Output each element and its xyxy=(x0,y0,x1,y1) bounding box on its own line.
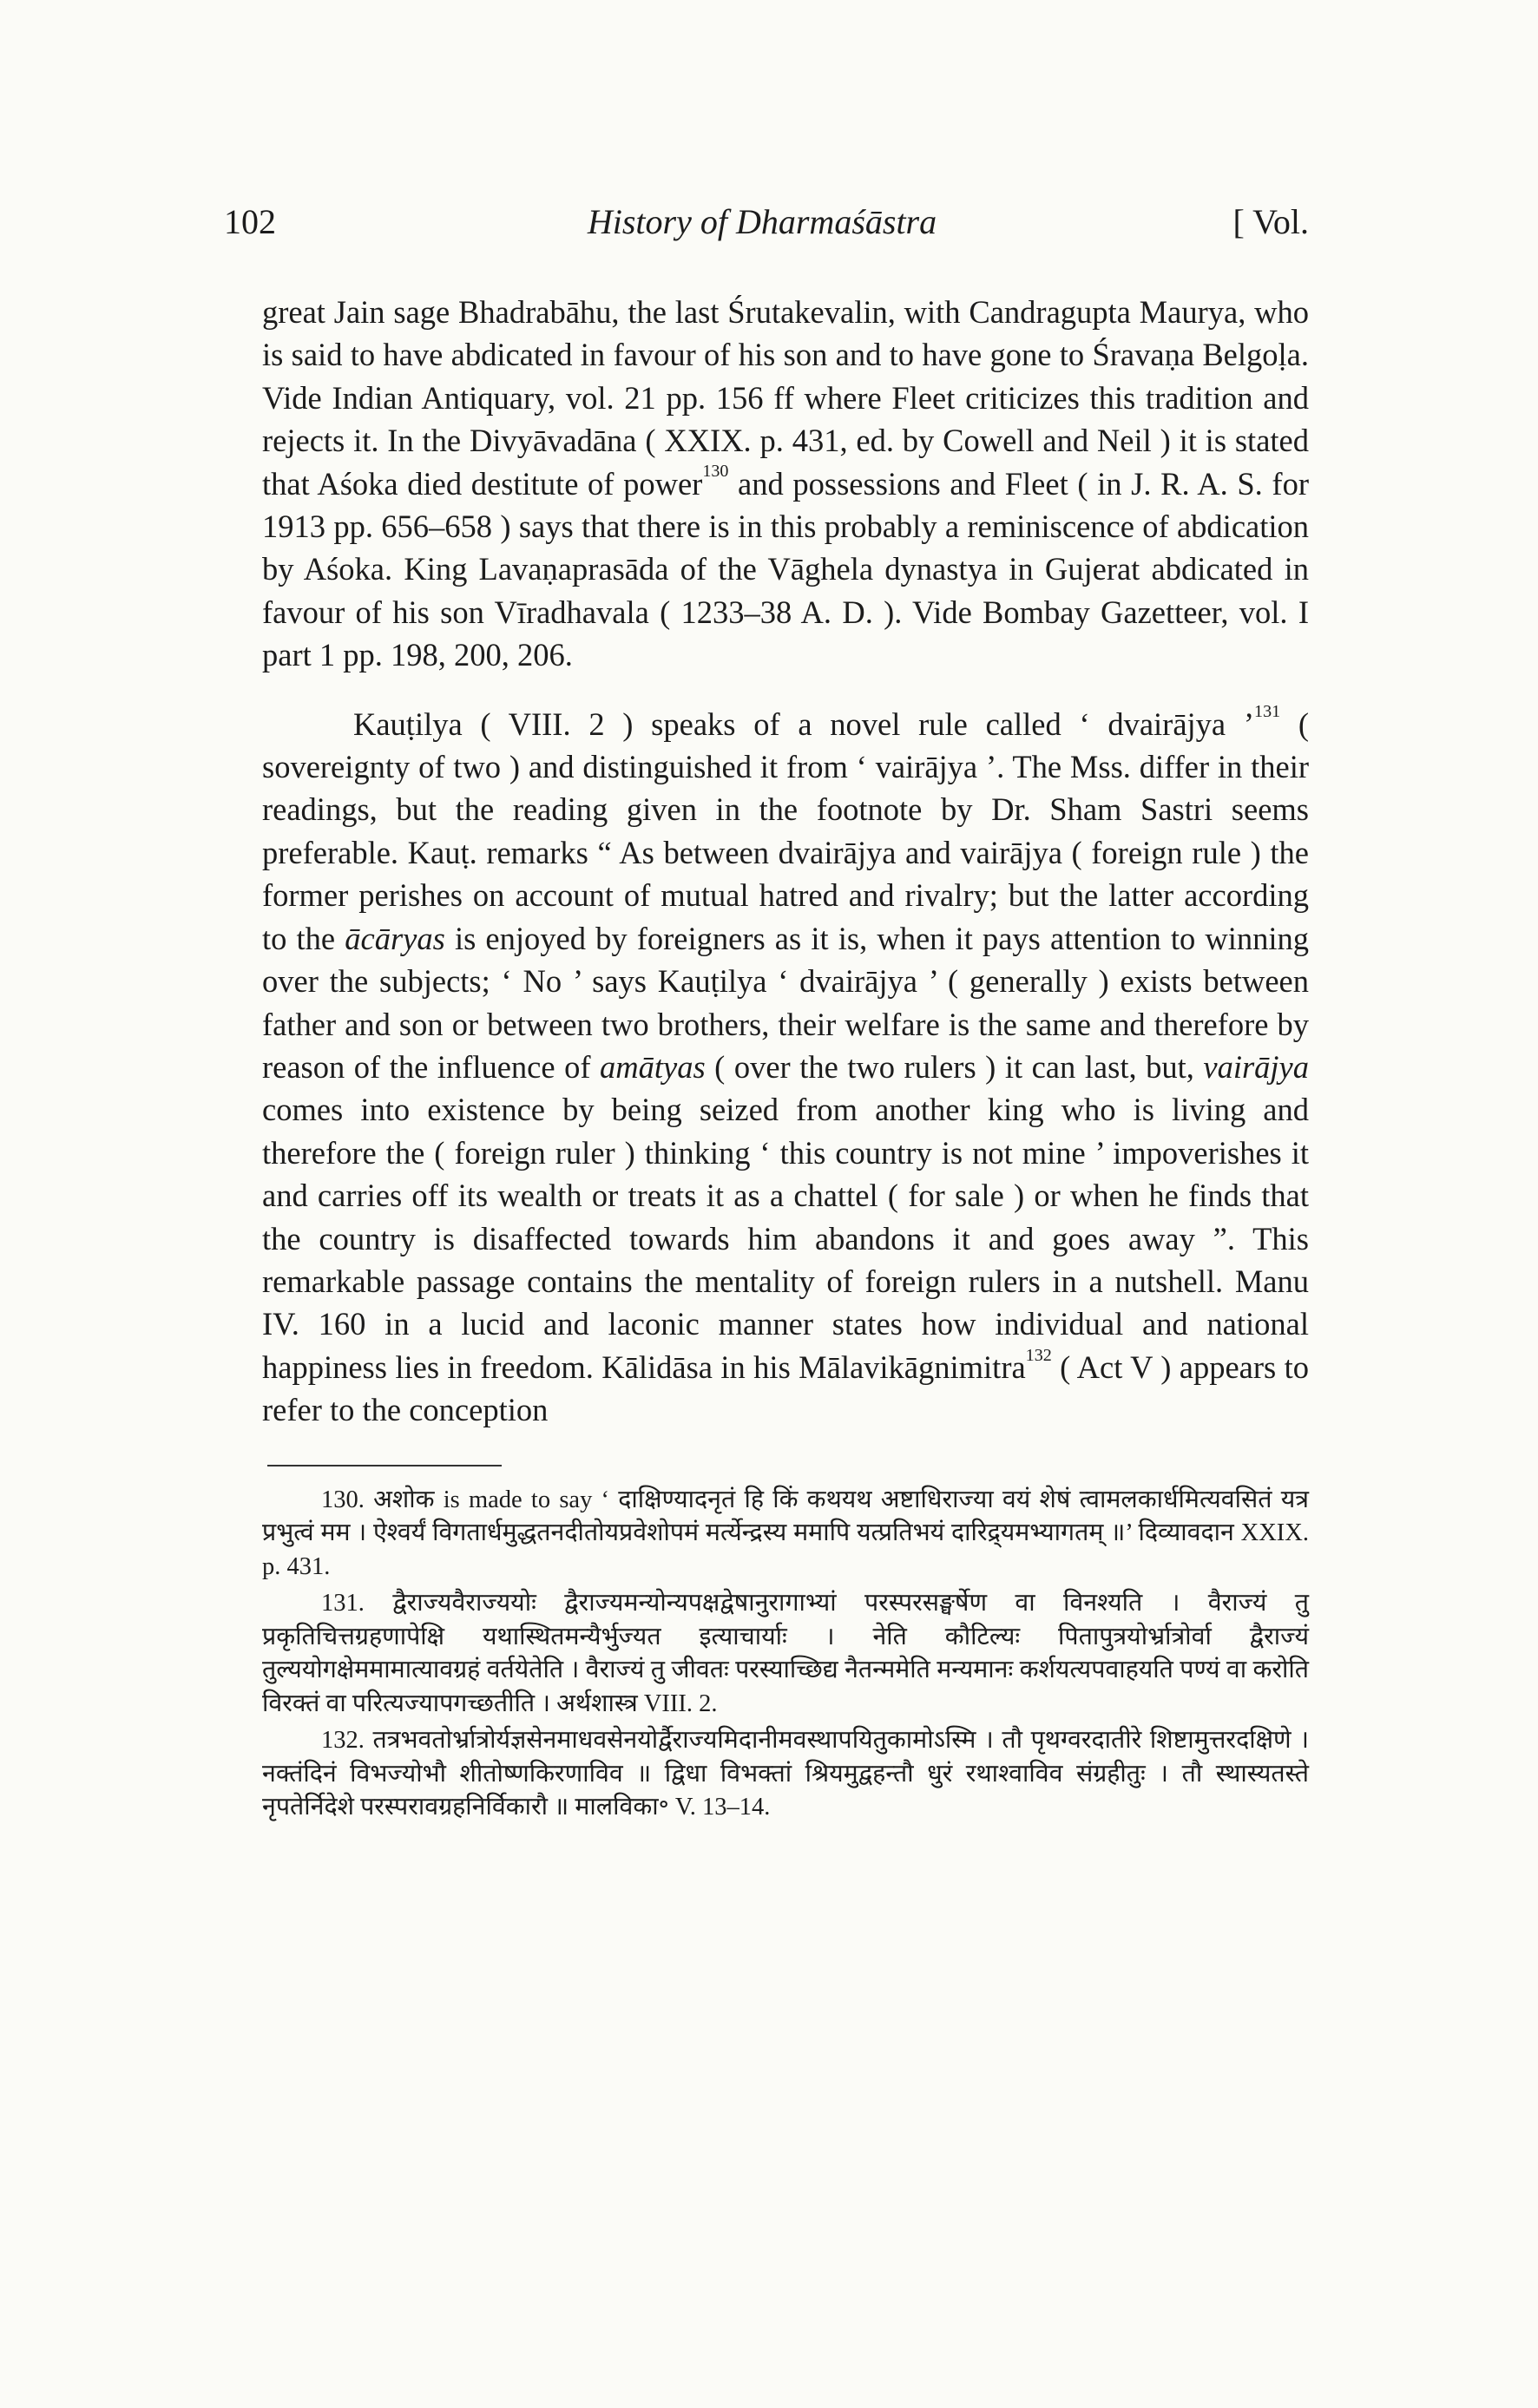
running-header xyxy=(224,201,1309,253)
footnote-ref-132: 132 xyxy=(1025,1345,1052,1365)
footnote-divider xyxy=(267,1465,502,1466)
paragraph-text: ( sovereignty of two ) and distinguished it from ‘ vairājya ’. The Mss. differ in their readings, but the reading given in the footnote by Dr. Sham Sastri seems preferable. Kauṭ. remarks “ As between dvairājya and vairājya ( foreign rule ) the former perishes on account of mutual hatred and rivalry; but the latter according to the xyxy=(262,705,1310,956)
paragraph-abdication xyxy=(262,291,1309,677)
paragraph-text: and possessions and Fleet ( in J. R. A. S. for 1913 pp. 656–658 ) says that there is in this probably a reminiscence of abdication by Aśoka. King Lavaṇaprasāda of the Vāghela dynastya in Gujerat abdicated in favour of his son Vīradhavala ( 1233–38 A. D. ). Vide Bombay Gazetteer, vol. I part 1 pp. 198, 200, 206. xyxy=(262,465,1309,673)
paragraph-text: ( Act V ) appears to refer to the conception xyxy=(262,1348,1309,1428)
footnote-130 xyxy=(262,1484,1309,1585)
running-title: History of Dharmaśāstra xyxy=(587,202,937,241)
italic-term: ācāryas xyxy=(345,920,445,956)
footnote-text: तत्रभवतोर्भ्रात्रोर्यज्ञसेनमाधवसेनयोर्द्वैराज्यमिदानीमवस्थापयितुकामोऽस्मि । तौ पृथग्वरदातीरे शिष्टामुत्तरदक्षिणे । नक्तंदिनं विभज्योभौ शीतोष्णकिरणाविव ॥ द्विधा विभक्तां श्रियमुद्वहन्तौ धुरं रथाश्वाविव संग्रहीतुः । तौ स्थास्यतस्ते नृपतेर्निदेशे परस्परावग्रहनिर्विकारौ ॥ मालविका॰ V. 13–14. xyxy=(262,1727,1310,1821)
paragraph-text: great Jain sage Bhadrabāhu, the last Śrutakevalin, with Candragupta Maurya, who is said to have abdicated in favour of his son and to have gone to Śravaṇa Belgoḷa. Vide Indian Antiquary, vol. 21 pp. 156 ff where Fleet criticizes this tradition and rejects it. In the Divyāvadāna ( XXIX. p. 431, ed. by Cowell and Neil ) it is stated that Aśoka died destitute of power xyxy=(262,294,1309,502)
volume-label: [ Vol. xyxy=(1232,202,1309,241)
page-number: 102 xyxy=(224,202,276,241)
paragraph-text: ( over the two rulers ) it can last, but, xyxy=(705,1048,1204,1085)
footnote-label: 130. xyxy=(321,1486,365,1513)
footnote-text: अशोक is made to say ‘ दाक्षिण्यादनृतं हि किं कथयथ अष्टाधिराज्या वयं शेषं त्वामलकार्धमित्यवसितं यत्र प्रभुत्वं मम । ऐश्वर्यं विगतार्धमुद्धतनदीतोयप्रवेशोपमं मर्त्येन्द्रस्य ममापि यत्प्रतिभयं दारिद्र्यमभ्यागतम् ॥’ दिव्यावदान XXIX. p. 431. xyxy=(262,1486,1310,1580)
paragraph-text: is enjoyed by foreigners as it is, when it pays attention to winning over the subjects; ‘ No ’ says Kauṭilya ‘ dvairājya ’ ( generally ) exists between father and son or between two brothers, their welfare is the same and therefore by reason of the influence of xyxy=(262,920,1310,1085)
italic-term: amātyas xyxy=(600,1048,706,1085)
footnote-ref-130: 130 xyxy=(702,462,729,482)
footnote-ref-131: 131 xyxy=(1254,702,1281,722)
footnotes xyxy=(262,1484,1309,1825)
footnote-131 xyxy=(262,1587,1309,1721)
main-text xyxy=(262,291,1309,1828)
footnote-label: 131. xyxy=(321,1590,365,1617)
paragraph-text: comes into existence by being seized from another king who is living and therefore the ( foreign ruler ) thinking ‘ this country is not mine ’ impoverishes it and carries off its wealth or treats it as a chattel ( for sale ) or when he finds that the country is disaffected towards him abandons it and goes away ”. This remarkable passage contains the mentality of foreign rulers in a nutshell. Manu IV. 160 in a lucid and laconic manner states how individual and national happiness lies in freedom. Kālidāsa in his Mālavikāgnimitra xyxy=(262,1092,1309,1385)
paragraph-dvairajya xyxy=(262,703,1309,1432)
footnote-label: 132. xyxy=(321,1727,365,1755)
paragraph-text: Kauṭilya ( VIII. 2 ) speaks of a novel rule called ‘ dvairājya ’ xyxy=(353,705,1255,742)
italic-term: vairājya xyxy=(1203,1048,1310,1085)
footnote-text: द्वैराज्यवैराज्ययोः द्वैराज्यमन्योन्यपक्षद्वेषानुरागाभ्यां परस्परसङ्घर्षेण वा विनश्यति । वैराज्यं तु प्रकृतिचित्तग्रहणापेक्षि यथास्थितमन्यैर्भुज्यत इत्याचार्याः । नेति कौटिल्यः पितापुत्रयोर्भ्रात्रोर्वा द्वैराज्यं तुल्ययोगक्षेममामात्यावग्रहं वर्तयेतेति । वैराज्यं तु जीवतः परस्याच्छिद्य नैतन्ममेति मन्यमानः कर्शयत्यपवाहयति पण्यं वा करोति विरक्तं वा परित्यज्यापगच्छतीति । अर्थशास्त्र VIII. 2. xyxy=(262,1590,1309,1717)
footnote-132 xyxy=(262,1724,1309,1825)
